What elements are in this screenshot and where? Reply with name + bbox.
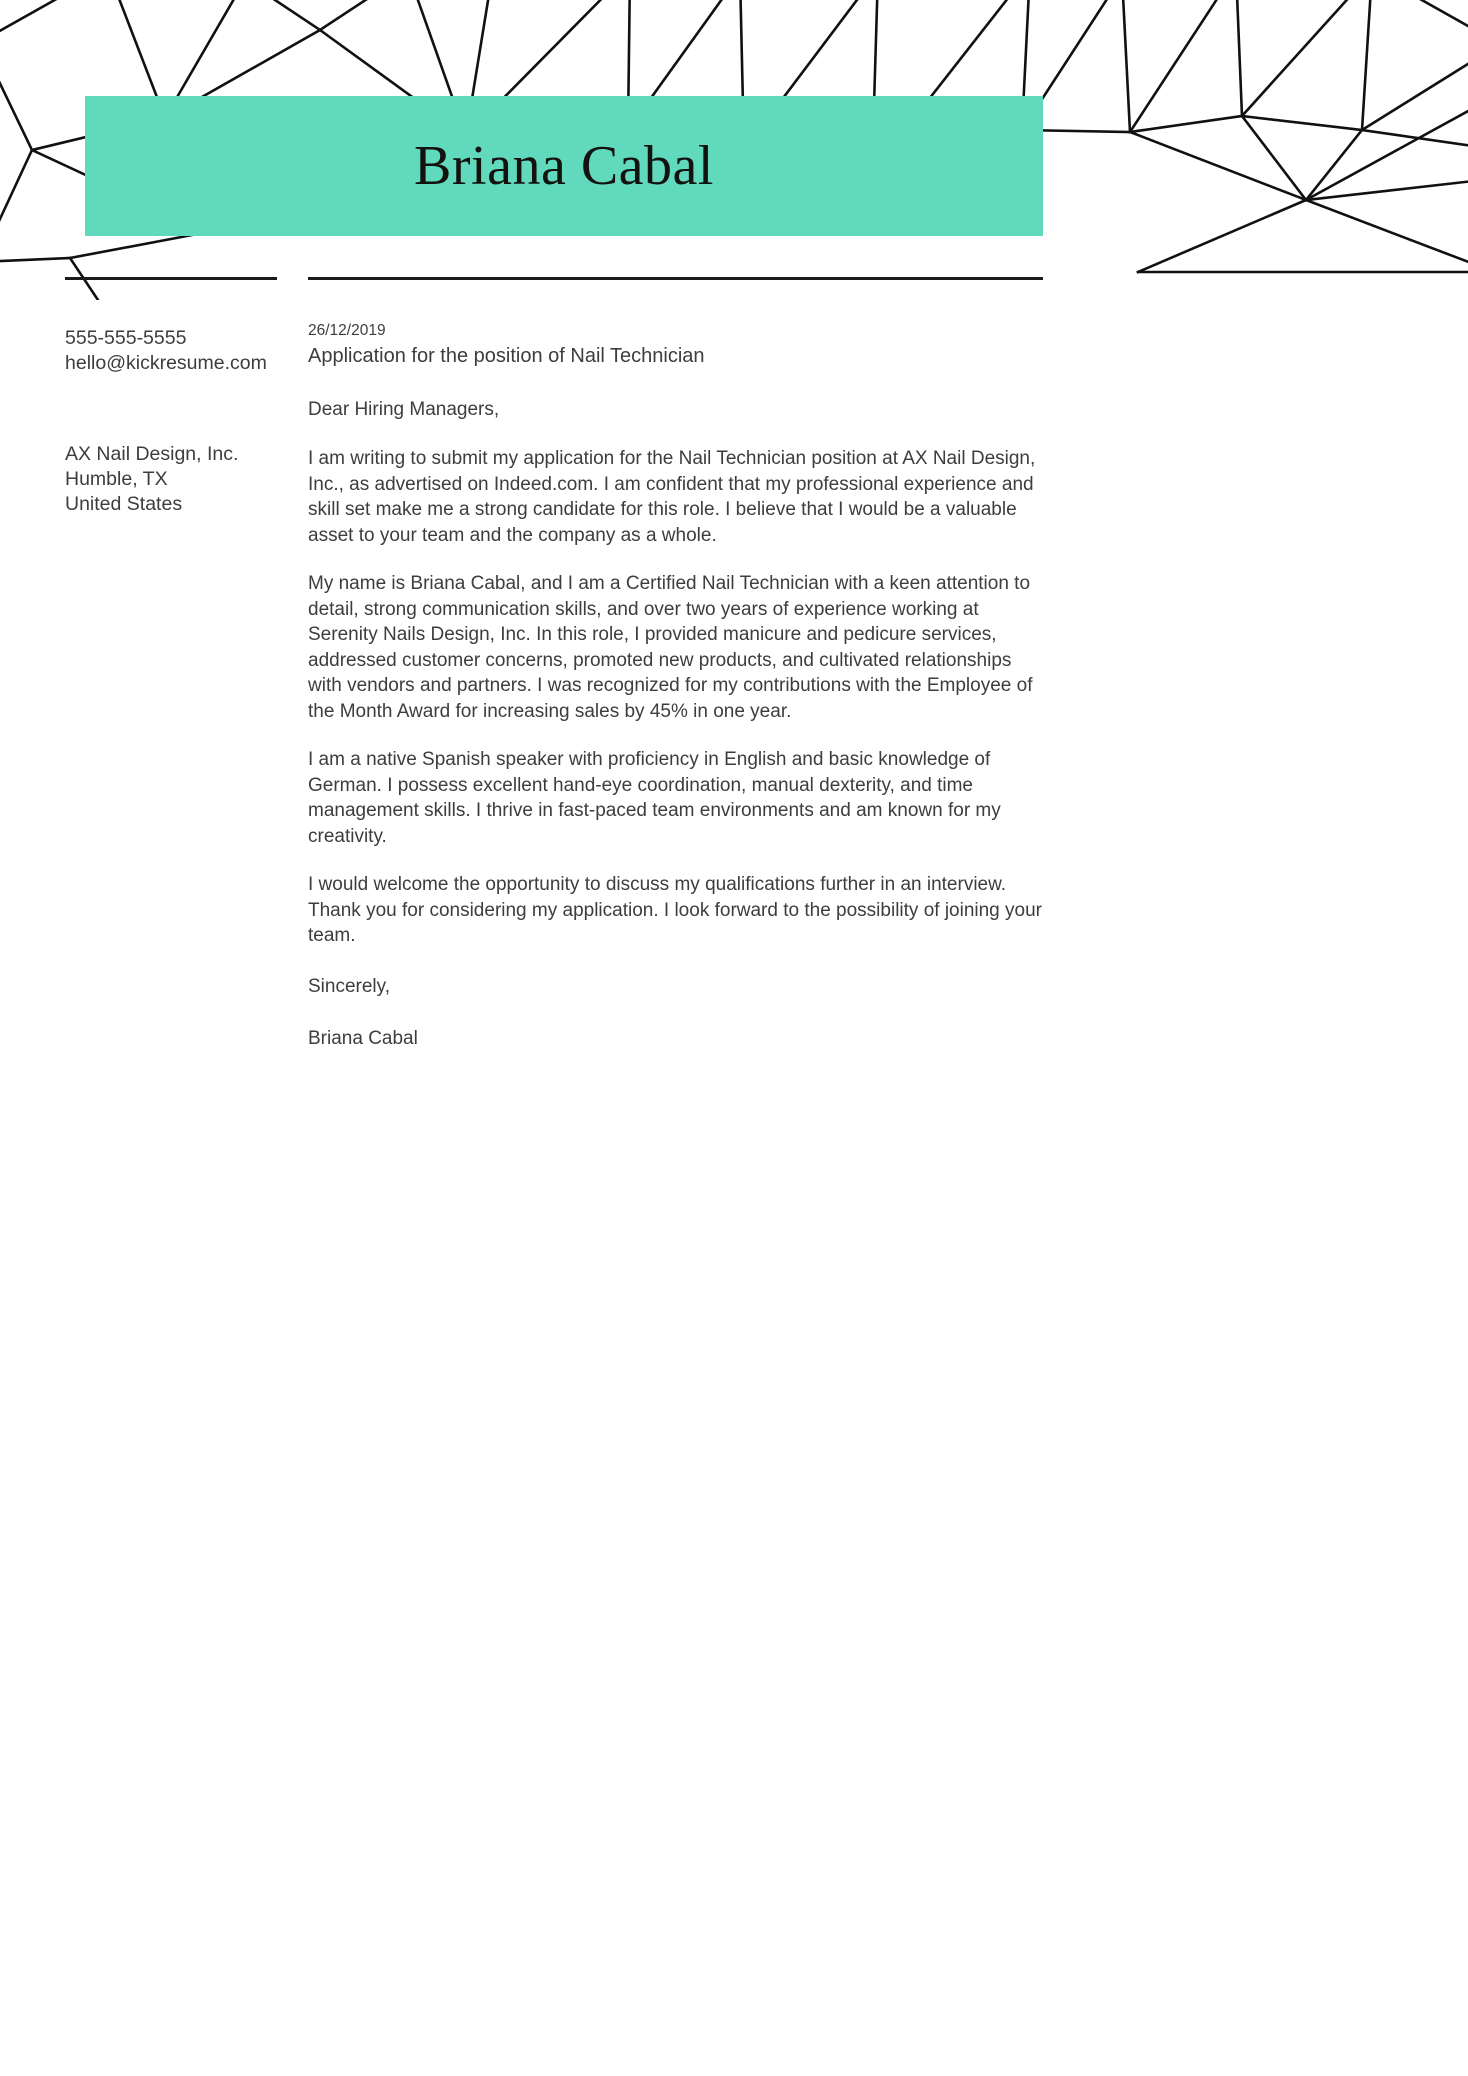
recipient-address-block [65,442,290,517]
name-banner [85,96,1043,236]
letter-subject: Application for the position of Nail Technician [308,345,705,367]
divider-rule-content [308,277,1043,280]
letter-salutation: Dear Hiring Managers, [308,399,500,420]
sender-phone: 555-555-5555 [65,327,187,349]
letter-paragraph: I am writing to submit my application for the Nail Technician position at AX Nail Design, Inc., as advertised on Indeed.com. I am confident that my professional experience and skill set make me a strong candidate for this role. I believe that I would be a valuable asset to your team and the company as a whole. [308,448,1036,546]
recipient-company: AX Nail Design, Inc. [65,443,239,465]
letter-paragraph: My name is Briana Cabal, and I am a Certified Nail Technician with a keen attention to detail, strong communication skills, and over two years of experience working at Serenity Nails Design, Inc. In this role, I provided manicure and pedicure services, addressed customer concerns, promoted new products, and cultivated relationships with vendors and partners. I was recognized for my contributions with the Employee of the Month Award for increasing sales by 45% in one year. [308,573,1033,722]
sender-contact-block [65,326,290,376]
recipient-country: United States [65,493,183,515]
letter-paragraph: I am a native Spanish speaker with proficiency in English and basic knowledge of German. I possess excellent hand-eye coordination, manual dexterity, and time management skills. I thrive in fast-paced team environments and am known for my creativity. [308,749,1001,847]
recipient-city-state: Humble, TX [65,468,168,490]
page-title: Briana Cabal [414,135,714,197]
sidebar-column [65,326,290,517]
divider-rule-sidebar [65,277,277,280]
letter-closing: Sincerely, [308,975,391,997]
letter-paragraph: I would welcome the opportunity to discuss my qualifications further in an interview. Thank you for considering my application. I look forward to the possibility of joining your team. [308,874,1042,946]
letter-signature: Briana Cabal [308,1027,418,1049]
content-column [308,320,1046,1052]
sender-email: hello@kickresume.com [65,352,267,374]
letter-date: 26/12/2019 [308,322,386,339]
